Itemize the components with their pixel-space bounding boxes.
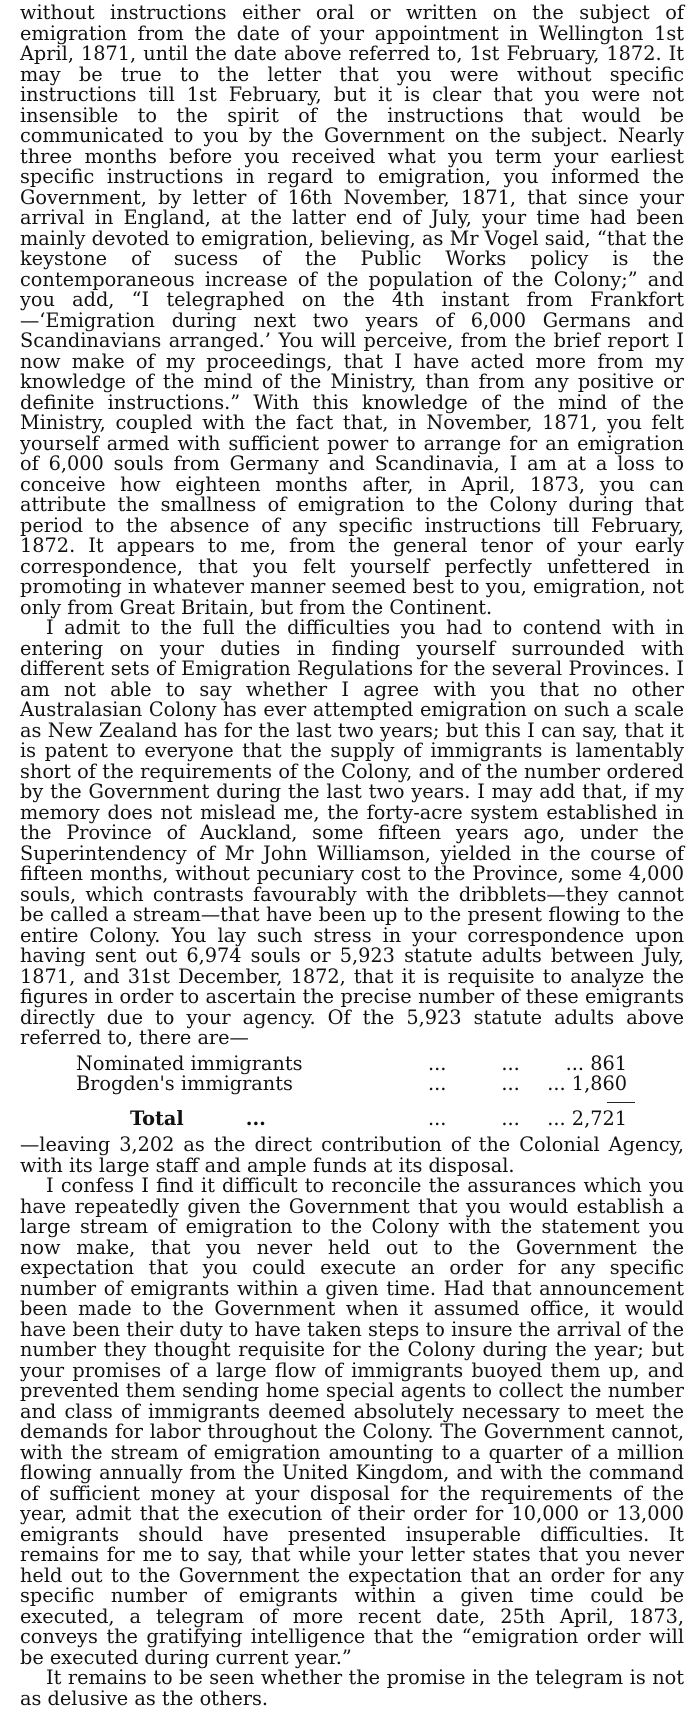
table-row bbox=[20, 1054, 635, 1075]
row-label: Brogden's immigrants bbox=[76, 1072, 293, 1095]
leader-dots: ... bbox=[501, 1072, 520, 1095]
total-row bbox=[20, 1103, 635, 1130]
row-value-number: 861 bbox=[590, 1051, 627, 1075]
row-value bbox=[547, 1074, 635, 1095]
total-value-number: 2,721 bbox=[571, 1106, 627, 1130]
leader-dots: ... bbox=[501, 1106, 520, 1130]
paragraph-1: without instructions either oral or written on the subject of emigration from the date of your appointment in Wellington 1st April, 1871, until the date above referred to, 1st February, 1872. It may be true to the letter that you were without specific instructions till 1st February, but it is clear that you were not insensible to the spirit of the instructions that would be communicated to you by the Government on the subject. Nearly three months before you received what you term your earliest specific instructions in regard to emigration, you informed the Government, by letter of 16th November, 1871, that since your arrival in England, at the latter end of July, your time had been mainly devoted to emigration, believing, as Mr Vogel said, “that the keystone of sucess of the Public Works policy is the contemporaneous increase of the population of the Colony;” and you add, “I telegraphed on the 4th instant from Frankfort—‘Emigration during next two years of 6,000 Germans and Scandinavians arranged.’ You will perceive, from the brief report I now make of my proceedings, that I have acted more from my knowledge of the mind of the Ministry, than from any positive or definite instructions.” With this knowledge of the mind of the Ministry, coupled with the fact that, in November, 1871, you felt yourself armed with sufficient power to arrange for an emigration of 6,000 souls from Germany and Scandinavia, I am at a loss to conceive how eighteen months after, in April, 1873, you can attribute the smallness of emigration to the Colony during that period to the absence of any specific instructions till February, 1872. It appears to me, from the general tenor of your early correspondence, that you felt yourself perfectly unfettered in promoting in whatever manner seemed best to you, emigration, not only from Great Britain, but from the Continent. bbox=[20, 1, 684, 619]
leader-dots: ... bbox=[501, 1051, 520, 1075]
leader-dots: ... bbox=[427, 1051, 447, 1075]
leader-dots: ... bbox=[547, 1106, 566, 1130]
leader-dots: ... bbox=[245, 1106, 266, 1130]
paragraph-2: I admit to the full the difficulties you had to contend with in entering on your duties in finding yourself surrounded with different sets of Emigration Regulations for the several Provinces. I am not able to say whether I agree with you that no other Australasian Colony has ever attempted emigration on such a scale as New Zealand has for the last two years; but this I can say, that it is patent to everyone that the supply of immigrants is lamentably short of the requirements of the Colony, and of the number ordered by the Government during the last two years. I may add that, if my memory does not mislead me, the forty-acre system established in the Province of Auckland, some fifteen years ago, under the Superintendency of Mr John Williamson, yielded in the course of fifteen months, without pecuniary cost to the Province, some 4,000 souls, which contrasts favourably with the dribblets—they cannot be called a stream—that have been up to the present flowing to the entire Colony. You lay such stress in your correspondence upon having sent out 6,974 souls or 5,923 statute adults between July, 1871, and 31st December, 1872, that it is requisite to analyze the figures in order to ascertain the precise number of these emigrants directly due to your agency. Of the 5,923 statute adults above referred to, there are— bbox=[20, 616, 684, 1049]
paragraph-5: It remains to be seen whether the promise in the telegram is not as delusive as the others. bbox=[20, 1666, 684, 1710]
total-label bbox=[20, 1103, 400, 1130]
paragraph-3: —leaving 3,202 as the direct contribution of the Colonial Agency, with its large staff and ample funds at its disposal. bbox=[20, 1133, 684, 1177]
table-row bbox=[20, 1074, 635, 1095]
sum-rule bbox=[547, 1095, 635, 1103]
paragraph-4: I confess I find it difficult to reconcile the assurances which you have repeatedly given the Government that you would establish a large stream of emigration to the Colony with the statement you now make, that you never held out to the Government the expectation that you could execute an order for any specific number of emigrants within a given time. Had that announcement been made to the Government when it assumed office, it would have been their duty to have taken steps to insure the arrival of the number they thought requisite for the Colony during the year; but your promises of a large flow of immigrants buoyed them up, and prevented them sending home special agents to collect the number and class of immigrants deemed absolutely necessary to meet the demands for labor throughout the Colony. The Government cannot, with the stream of emigration amounting to a quarter of a million flowing annually from the United Kingdom, and with the command of sufficient money at your disposal for the requirements of the year, admit that the execution of their order for 10,000 or 13,000 emigrants should have presented insuperable difficulties. It remains for me to say, that while your letter states that you never held out to the Government the expectation that an order for any specific number of emigrants within a given time could be executed, a telegram of more recent date, 25th April, 1873, conveys the gratifying intelligence that the “emigration order will be executed during current year.” bbox=[20, 1174, 684, 1669]
leader-dots: ... bbox=[547, 1072, 566, 1095]
sum-rule-row bbox=[20, 1095, 635, 1103]
total-value bbox=[547, 1103, 635, 1130]
leader-dots: ... bbox=[427, 1072, 447, 1095]
row-value-number: 1,860 bbox=[571, 1072, 627, 1095]
row-label: Nominated immigrants bbox=[76, 1051, 303, 1075]
leader-dots: ... bbox=[427, 1106, 447, 1130]
total-label-text: Total bbox=[130, 1106, 184, 1130]
row-value bbox=[547, 1051, 635, 1075]
immigrant-figures-table bbox=[20, 1051, 635, 1130]
leader-dots: ... bbox=[565, 1051, 585, 1075]
